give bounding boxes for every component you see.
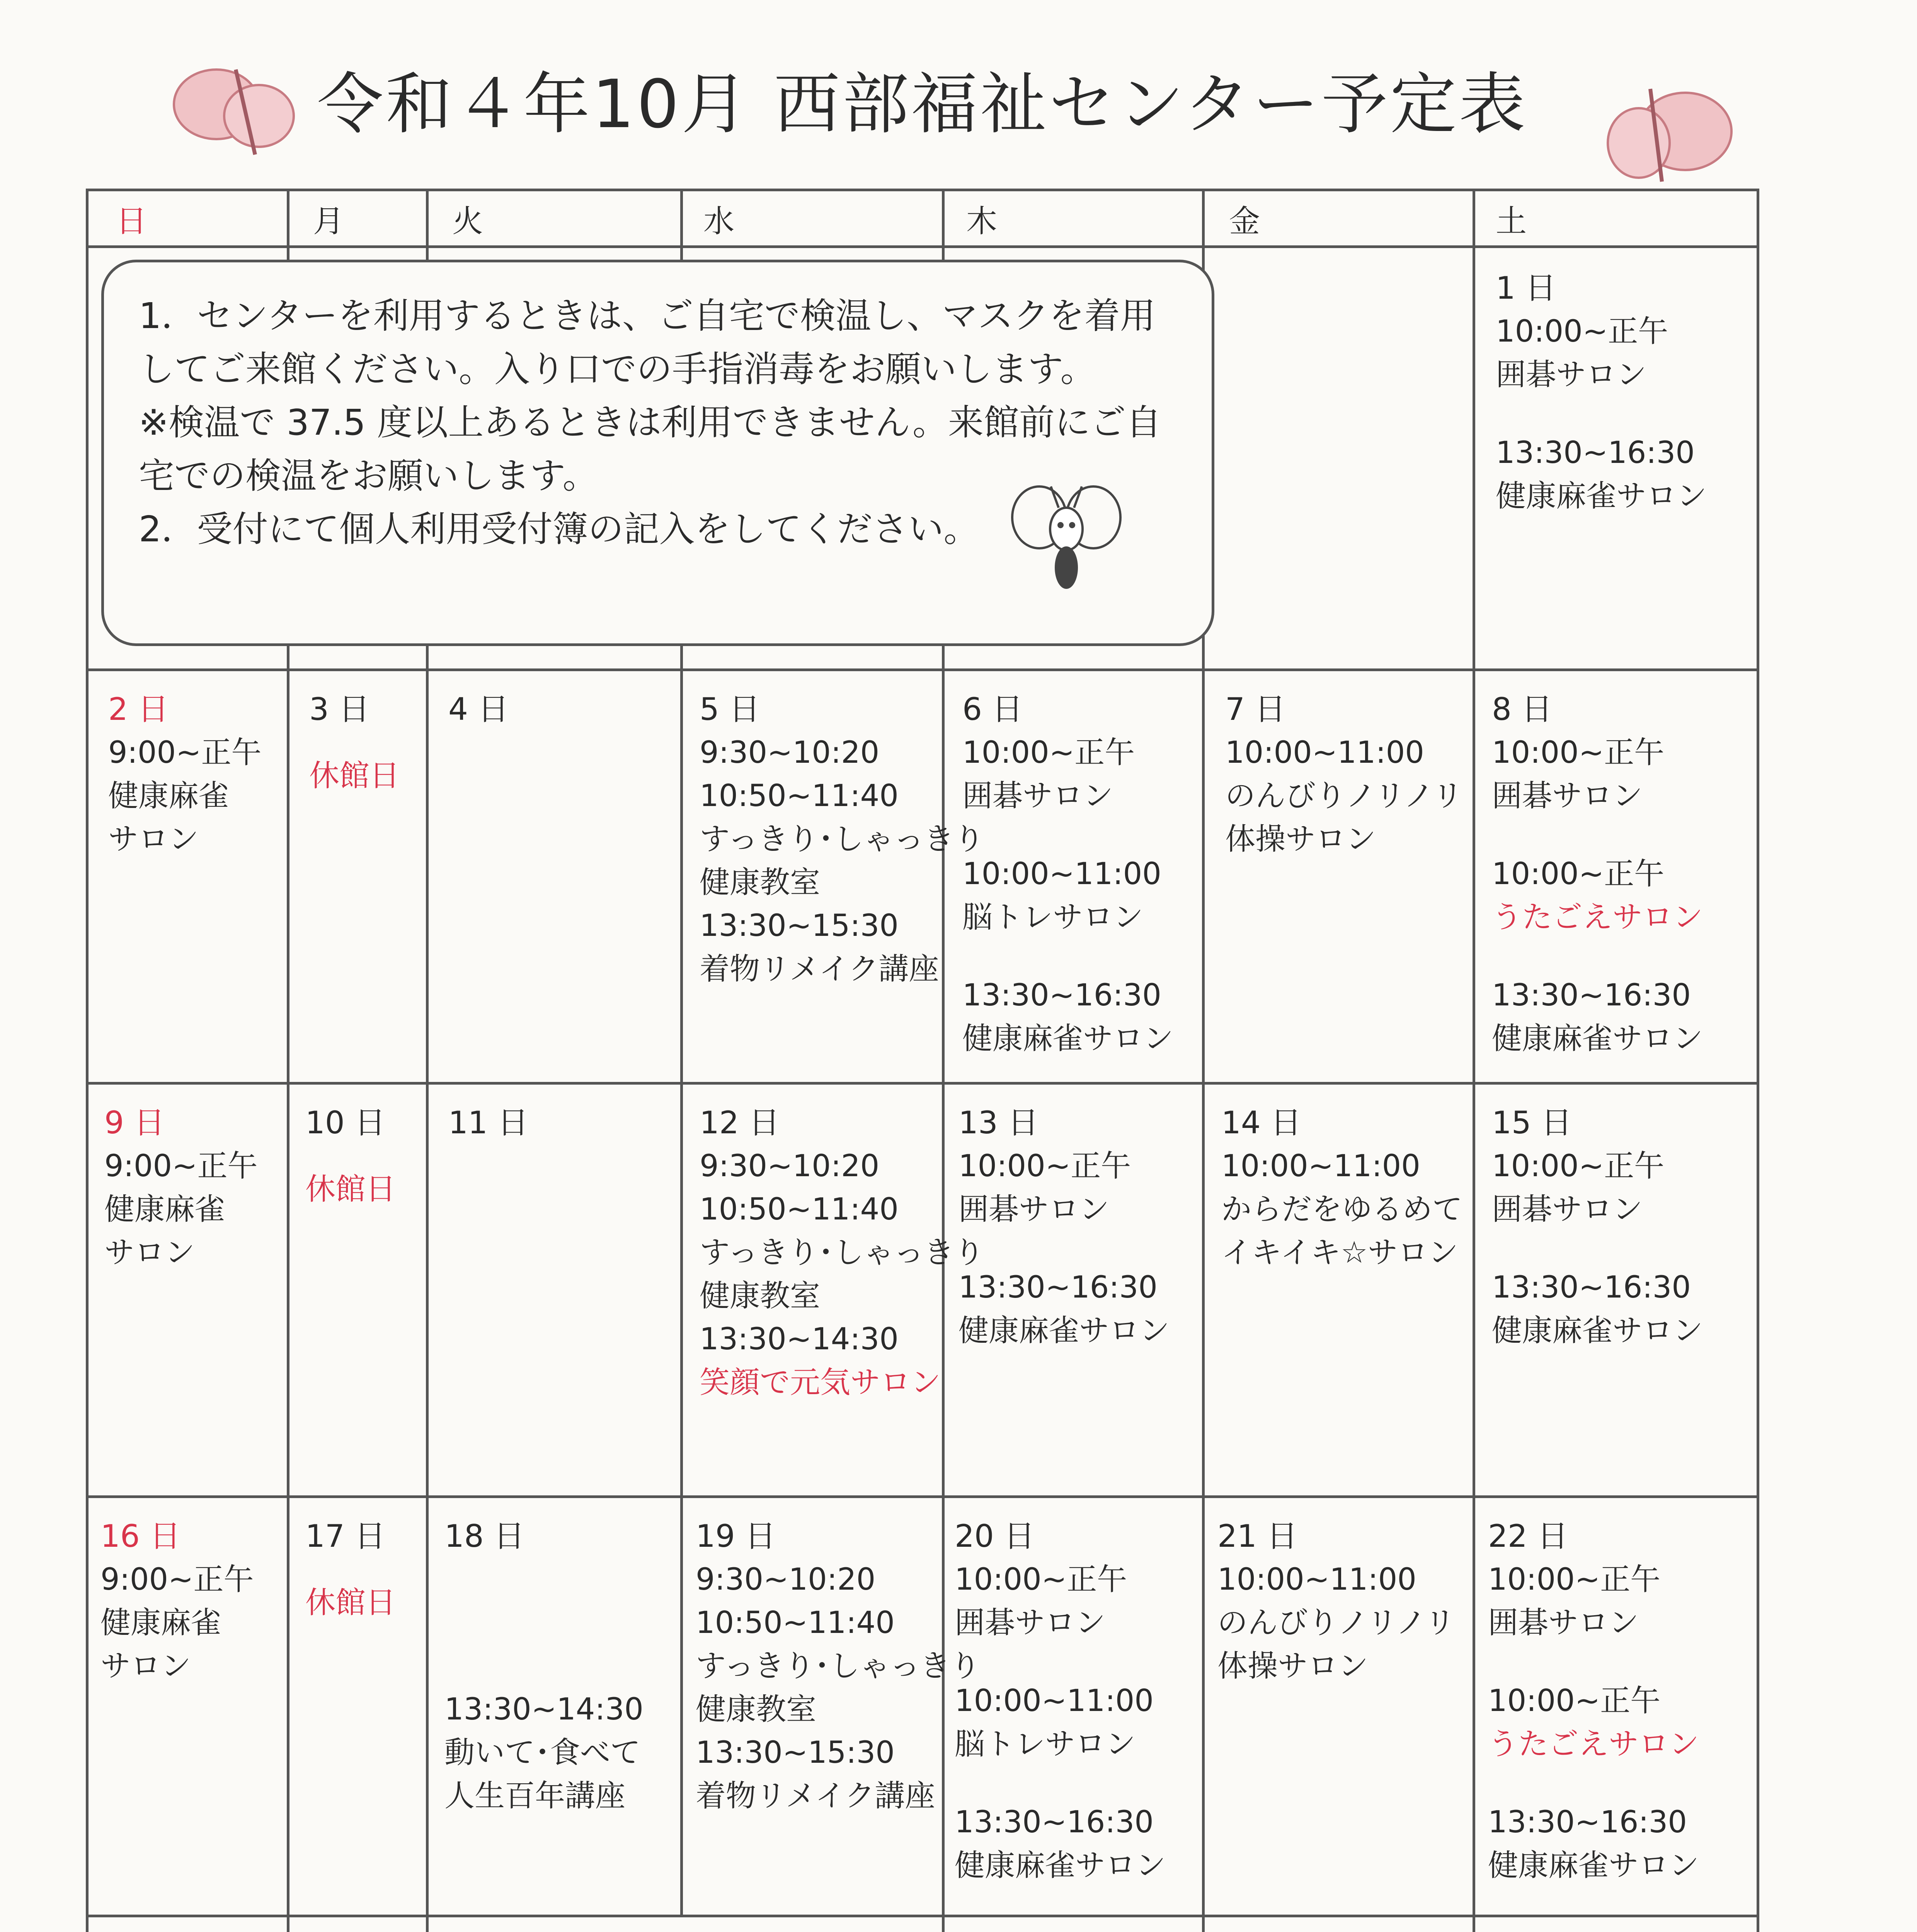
schedule-line: 13:30~16:30 [962, 978, 1161, 1013]
notice-line: 1．センターを利用するときは、ご自宅で検温し、マスクを着用 [139, 295, 1156, 337]
schedule-line: 健康麻雀サロン [1496, 479, 1707, 514]
spacer [958, 1231, 1170, 1266]
schedule-line: 健康麻雀 [108, 779, 229, 813]
day-number: 16 日 [100, 1518, 181, 1554]
schedule-line: 健康麻雀サロン [1492, 1313, 1703, 1348]
schedule-line: 9:30~10:20 [700, 1149, 880, 1184]
day-number: 19 日 [696, 1518, 776, 1554]
weekday-sun: 日 [116, 203, 147, 239]
schedule-line: 10:00~11:00 [955, 1684, 1154, 1718]
schedule-line: すっきり･しゃっきり [696, 1649, 981, 1684]
spacer [1492, 1231, 1703, 1266]
day-cell-22 [1488, 1515, 1699, 1887]
schedule-line: 10:00~11:00 [1217, 1562, 1416, 1597]
day-number: 14 日 [1221, 1105, 1302, 1141]
schedule-line: 囲碁サロン [1492, 779, 1643, 813]
notice-line: ※検温で 37.5 度以上あるときは利用できません。来館前にご自 [139, 402, 1161, 443]
day-number: 11 日 [448, 1105, 529, 1141]
schedule-line: 10:00~正午 [1488, 1684, 1661, 1718]
day-cell-20 [955, 1515, 1166, 1887]
schedule-line: イキイキ☆サロン [1221, 1235, 1458, 1270]
day-cell-3 [309, 688, 400, 798]
grid-line [86, 1915, 1759, 1917]
spacer [962, 818, 1173, 852]
schedule-line: 健康教室 [700, 1279, 821, 1313]
schedule-line: 休館日 [305, 1585, 396, 1620]
schedule-line: 健康麻雀サロン [962, 1021, 1174, 1056]
schedule-line: 健康麻雀サロン [958, 1313, 1170, 1348]
schedule-line: 休館日 [309, 759, 400, 793]
day-number: 20 日 [955, 1518, 1035, 1554]
butterfly-left-icon [166, 46, 313, 170]
schedule-line: のんびりノリノリ [1225, 779, 1463, 813]
schedule-line: からだをゆるめて [1221, 1192, 1463, 1227]
notice-line: してご来館ください。入り口での手指消毒をお願いします。 [139, 349, 1096, 390]
schedule-line: 13:30~16:30 [1492, 1270, 1691, 1305]
grid-line [86, 668, 1759, 671]
schedule-line: 9:00~正午 [100, 1562, 254, 1597]
schedule-line: 着物リメイク講座 [696, 1779, 935, 1813]
day-cell-10 [305, 1101, 396, 1211]
schedule-line: 13:30~16:30 [1496, 435, 1695, 470]
schedule-line: 13:30~16:30 [958, 1270, 1158, 1305]
schedule-line: 健康麻雀サロン [1488, 1848, 1699, 1883]
notice-line: 宅での検温をお願いします。 [139, 455, 598, 497]
day-cell-5 [700, 688, 984, 991]
schedule-line: 健康麻雀 [104, 1192, 225, 1227]
schedule-line: 脳トレサロン [962, 900, 1144, 935]
day-number: 8 日 [1492, 691, 1553, 727]
schedule-line: 体操サロン [1217, 1649, 1369, 1684]
schedule-line: 10:00~11:00 [962, 857, 1161, 891]
schedule-line: のんびりノリノリ [1217, 1605, 1455, 1640]
day-number: 6 日 [962, 691, 1023, 727]
schedule-line: 体操サロン [1225, 822, 1376, 857]
schedule-line: 10:00~正午 [1496, 314, 1668, 349]
spacer [1492, 939, 1703, 974]
day-cell-15 [1492, 1101, 1703, 1352]
day-number: 4 日 [448, 691, 509, 727]
day-cell-16 [100, 1515, 254, 1688]
day-cell-8 [1492, 688, 1703, 1060]
schedule-line: 動いて･食べて [444, 1735, 641, 1770]
schedule-line: 着物リメイク講座 [700, 952, 939, 986]
spacer [1488, 1645, 1699, 1679]
schedule-line: 13:30~15:30 [700, 908, 899, 943]
day-number: 2 日 [108, 691, 169, 727]
day-cell-11 [448, 1101, 528, 1145]
schedule-line: 囲碁サロン [1492, 1192, 1643, 1227]
day-cell-4 [448, 688, 509, 731]
schedule-line: 脳トレサロン [955, 1727, 1136, 1762]
day-cell-18 [444, 1515, 644, 1818]
schedule-line: 13:30~14:30 [700, 1322, 899, 1357]
schedule-line: 10:00~正午 [1492, 1149, 1665, 1184]
schedule-line: 健康教室 [696, 1692, 817, 1727]
day-number: 5 日 [700, 691, 760, 727]
schedule-line: 健康麻雀サロン [955, 1848, 1166, 1883]
schedule-line: 健康麻雀サロン [1492, 1021, 1703, 1056]
day-number: 22 日 [1488, 1518, 1568, 1554]
day-cell-6 [962, 688, 1173, 1060]
schedule-line: 10:00~正午 [1488, 1562, 1661, 1597]
schedule-line: 10:50~11:40 [700, 779, 899, 813]
page-title: 令和４年10月 西部福祉センター予定表 [317, 65, 1528, 143]
day-cell-13 [958, 1101, 1170, 1352]
schedule-line: 笑顔で元気サロン [700, 1365, 941, 1400]
day-cell-1 [1496, 267, 1707, 518]
schedule-line: 13:30~14:30 [444, 1692, 644, 1727]
day-number: 9 日 [104, 1105, 165, 1141]
spacer [955, 1645, 1166, 1679]
schedule-line: 10:00~正午 [958, 1149, 1131, 1184]
day-cell-17 [305, 1515, 396, 1624]
schedule-line: 10:00~11:00 [1221, 1149, 1420, 1184]
grid-line [86, 1495, 1759, 1498]
day-cell-7 [1225, 688, 1463, 861]
day-number: 3 日 [309, 691, 370, 727]
day-number: 21 日 [1217, 1518, 1298, 1554]
schedule-line: 休館日 [305, 1172, 396, 1207]
schedule-line: サロン [108, 822, 199, 857]
schedule-line: サロン [100, 1649, 191, 1684]
schedule-line: 10:00~正午 [962, 735, 1135, 770]
schedule-line: 13:30~16:30 [1492, 978, 1691, 1013]
schedule-line: 9:00~正午 [104, 1149, 258, 1184]
day-cell-2 [108, 688, 262, 861]
notice-line: 2．受付にて個人利用受付簿の記入をしてください。 [139, 509, 979, 550]
day-number: 18 日 [444, 1518, 525, 1554]
spacer [955, 1766, 1166, 1801]
schedule-line: うたごえサロン [1492, 900, 1703, 935]
schedule-line: 9:30~10:20 [696, 1562, 876, 1597]
schedule-line: 9:00~正午 [108, 735, 262, 770]
day-number: 17 日 [305, 1518, 386, 1554]
schedule-line: 囲碁サロン [958, 1192, 1110, 1227]
schedule-line: すっきり･しゃっきり [700, 822, 984, 857]
schedule-line: 囲碁サロン [1496, 357, 1647, 392]
day-number: 7 日 [1225, 691, 1286, 727]
day-cell-14 [1221, 1101, 1462, 1274]
schedule-line: すっきり･しゃっきり [700, 1235, 984, 1270]
schedule-line: 10:00~11:00 [1225, 735, 1424, 770]
day-number: 1 日 [1496, 270, 1556, 306]
schedule-line: 10:50~11:40 [700, 1192, 899, 1227]
schedule-line: 13:30~15:30 [696, 1735, 895, 1770]
spacer [1492, 818, 1703, 852]
schedule-line: 10:00~正午 [955, 1562, 1127, 1597]
schedule-line: 10:00~正午 [1492, 857, 1665, 891]
schedule-line: 健康麻雀 [100, 1605, 221, 1640]
schedule-line: 13:30~16:30 [1488, 1805, 1687, 1840]
schedule-line: 9:30~10:20 [700, 735, 880, 770]
grid-line [86, 1082, 1759, 1085]
butterfly-right-icon [1585, 70, 1739, 193]
day-cell-19 [696, 1515, 980, 1818]
schedule-line: 13:30~16:30 [955, 1805, 1154, 1840]
weekday-wed: 水 [703, 203, 734, 239]
day-cell-9 [104, 1101, 258, 1274]
weekday-tue: 火 [452, 203, 483, 239]
usage-notice-box [101, 260, 1214, 646]
weekday-fri: 金 [1229, 203, 1260, 239]
day-number: 13 日 [958, 1105, 1039, 1141]
grid-line [1473, 189, 1475, 1932]
spacer [1496, 396, 1707, 431]
day-number: 12 日 [700, 1105, 780, 1141]
schedule-line: 10:50~11:40 [696, 1605, 895, 1640]
schedule-line: 10:00~正午 [1492, 735, 1665, 770]
schedule-line: 人生百年講座 [444, 1779, 626, 1813]
schedule-line: 囲碁サロン [1488, 1605, 1639, 1640]
day-number: 15 日 [1492, 1105, 1572, 1141]
day-cell-12 [700, 1101, 984, 1404]
bee-mascot-icon [1004, 471, 1128, 599]
weekday-thu: 木 [966, 203, 997, 239]
spacer [962, 939, 1173, 974]
schedule-line: うたごえサロン [1488, 1727, 1699, 1762]
weekday-mon: 月 [313, 203, 344, 239]
day-number: 10 日 [305, 1105, 386, 1141]
schedule-line: 健康教室 [700, 865, 821, 900]
day-cell-21 [1217, 1515, 1455, 1688]
schedule-line: 囲碁サロン [962, 779, 1113, 813]
weekday-sat: 土 [1496, 203, 1527, 239]
schedule-line: 囲碁サロン [955, 1605, 1106, 1640]
schedule-line: サロン [104, 1235, 195, 1270]
spacer [1488, 1766, 1699, 1801]
